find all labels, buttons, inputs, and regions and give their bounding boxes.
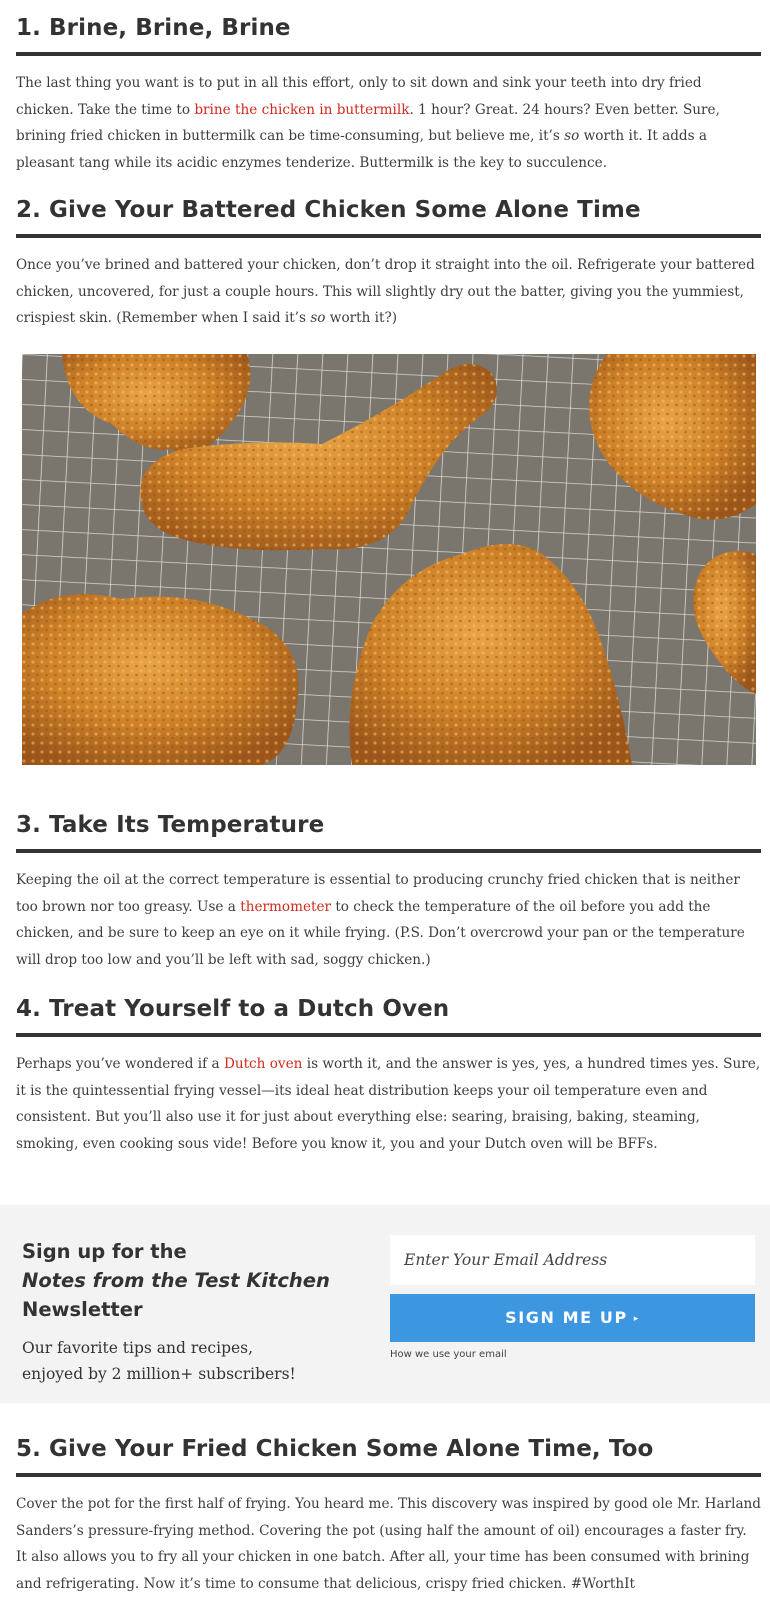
section-paragraph [16, 1051, 761, 1157]
paragraph-text: Once you’ve brined and battered your chicken, don’t drop it straight into the oil. Refrigerate your battered chicken, uncovered, for just a couple hours. This will slightly dry out the batter, giving you the yummiest, crispiest skin. (Remember when I said it’s [16, 257, 755, 326]
paragraph-text: worth it. It adds a pleasant tang while its acidic enzymes tenderize. Buttermilk is the key to succulence. [16, 128, 708, 171]
brine-link[interactable]: brine the chicken in buttermilk [194, 101, 410, 118]
section-heading: 3. Take Its Temperature [16, 812, 325, 838]
section-alone-time [16, 196, 761, 332]
paragraph-emphasis: so [310, 310, 326, 326]
newsletter-subtitle [22, 1335, 362, 1387]
paragraph-text: worth it?) [325, 310, 398, 326]
heading-divider [16, 849, 761, 853]
section-heading: 4. Treat Yourself to a Dutch Oven [16, 996, 450, 1022]
section-paragraph: Cover the pot for the first half of frying. You heard me. This discovery was inspired by good ole Mr. Harland Sanders’s pressure-frying method. Covering the pot (using half the amount of oil) encourages a faster fry. It also allows you to fry all your chicken in one batch. After all, your time has been consumed with brining and refrigerating. Now it’s time to consume that delicious, crispy fried chicken. #WorthIt [16, 1496, 761, 1592]
section-paragraph [16, 867, 761, 973]
newsletter-title-line: Sign up for the [22, 1240, 187, 1263]
paragraph-text: . 1 hour? Great. 24 hours? Even better. Sure, brining fried chicken in buttermilk can be time-consuming, but believe me, it’s [16, 101, 720, 144]
section-brine [16, 14, 761, 176]
heading-divider [16, 1033, 761, 1037]
section-heading: 5. Give Your Fried Chicken Some Alone Time, Too [16, 1436, 654, 1462]
section-cover-pot [16, 1435, 761, 1597]
email-field[interactable]: Enter Your Email Address [390, 1235, 755, 1285]
thermometer-link[interactable]: thermometer [240, 898, 332, 915]
section-temperature [16, 811, 761, 973]
section-dutch-oven [16, 995, 761, 1157]
newsletter-signup [0, 1205, 770, 1403]
heading-divider [16, 1473, 761, 1477]
newsletter-subtitle-line: enjoyed by 2 million+ subscribers! [22, 1365, 296, 1383]
paragraph-text: Perhaps you’ve wondered if a [16, 1056, 224, 1072]
section-heading: 1. Brine, Brine, Brine [16, 15, 291, 41]
section-paragraph [16, 70, 761, 176]
sign-up-button-label: SIGN ME UP [505, 1308, 628, 1327]
section-paragraph [16, 252, 761, 332]
newsletter-title-line: Newsletter [22, 1298, 143, 1321]
paragraph-text: Keeping the oil at the correct temperature is essential to producing crunchy fried chicken that is neither too brown nor too greasy. Use a [16, 872, 740, 915]
heading-divider [16, 52, 761, 56]
paragraph-text: The last thing you want is to put in all this effort, only to sit down and sink your teeth into dry fried chicken. Take the time to [16, 75, 702, 118]
arrow-right-icon: ▸ [633, 1314, 640, 1324]
section-heading: 2. Give Your Battered Chicken Some Alone Time [16, 197, 641, 223]
newsletter-name: Notes from the Test Kitchen [22, 1269, 330, 1292]
paragraph-text: is worth it, and the answer is yes, yes, a hundred times yes. Sure, it is the quintessential frying vessel—its ideal heat distribution keeps your oil temperature even and consistent. But you’ll also use it for just about everything else: searing, braising, baking, steaming, smoking, even cooking sous vide! Before you know it, you and your Dutch oven will be BFFs. [16, 1056, 761, 1152]
dutch-oven-link[interactable]: Dutch oven [223, 1056, 303, 1072]
heading-divider [16, 234, 761, 238]
privacy-link[interactable]: How we use your email [390, 1349, 507, 1360]
sign-up-button[interactable] [390, 1294, 755, 1342]
paragraph-text: to check the temperature of the oil before you add the chicken, and be sure to keep an eye on it while frying. (P.S. Don’t overcrowd your pan or the temperature will drop too low and you’ll be left with sad, soggy chicken.) [16, 898, 745, 968]
newsletter-title [22, 1237, 362, 1324]
fried-chicken-photo [22, 354, 756, 765]
newsletter-subtitle-line: Our favorite tips and recipes, [22, 1339, 254, 1357]
paragraph-emphasis: so [564, 128, 580, 144]
